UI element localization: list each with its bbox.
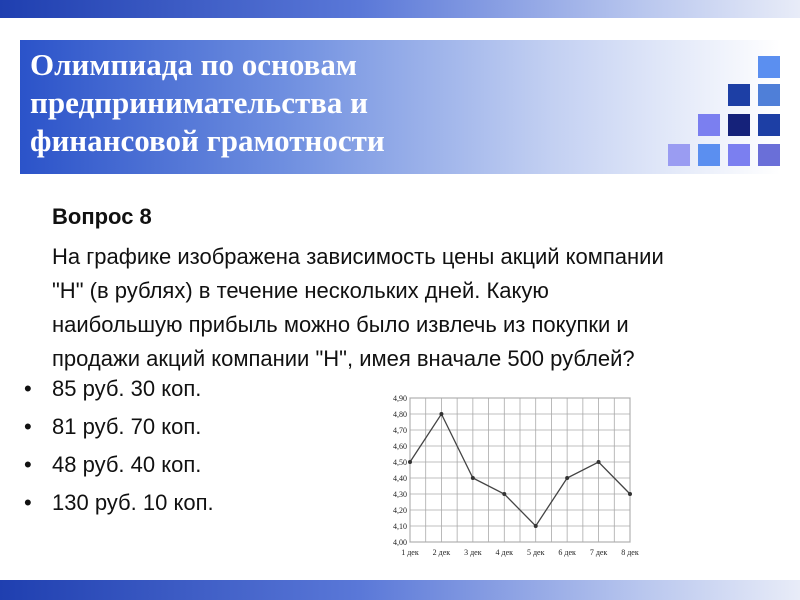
data-point [502,492,506,496]
data-point [565,476,569,480]
answer-label: 81 руб. 70 коп. [52,414,202,439]
y-tick-label: 4,60 [393,442,407,451]
y-tick-label: 4,20 [393,506,407,515]
question-line: На графике изображена зависимость цены акций компании [52,244,664,269]
answer-option[interactable] [24,376,214,414]
x-tick-label: 1 дек [401,548,419,557]
question-line: наибольшую прибыль можно было извлечь из покупки и [52,312,629,337]
data-point [534,524,538,528]
deco-square [728,84,750,106]
deco-square [758,84,780,106]
deco-square [728,144,750,166]
y-tick-label: 4,40 [393,474,407,483]
question-title: Вопрос 8 [52,204,152,229]
answer-option[interactable] [24,414,214,452]
bullet-marker: • [24,490,32,515]
y-tick-label: 4,50 [393,458,407,467]
answer-label: 48 руб. 40 коп. [52,452,202,477]
question-text [52,240,782,376]
bullet-marker: • [24,376,32,401]
deco-square [758,56,780,78]
x-tick-label: 3 дек [464,548,482,557]
x-tick-label: 8 дек [621,548,639,557]
price-chart [370,388,670,568]
data-point [597,460,601,464]
question-line: продажи акций компании "Н", имея вначале 500 рублей? [52,346,635,371]
deco-square [728,114,750,136]
x-tick-label: 4 дек [495,548,514,557]
y-tick-label: 4,00 [393,538,407,547]
y-tick-label: 4,80 [393,410,407,419]
data-point [471,476,475,480]
deco-square [668,144,690,166]
data-point [408,460,412,464]
slide-title-line: Олимпиада по основам [30,47,357,82]
y-tick-label: 4,30 [393,490,407,499]
bottom-decor-bar [0,580,800,600]
y-tick-label: 4,90 [393,394,407,403]
data-point [439,412,443,416]
answer-label: 130 руб. 10 коп. [52,490,214,515]
question-line: "Н" (в рублях) в течение нескольких дней. Какую [52,278,549,303]
answer-option[interactable] [24,490,214,528]
slide-title [30,46,450,160]
top-decor-bar [0,0,800,18]
bullet-marker: • [24,414,32,439]
slide-title-line: предпринимательства и [30,85,369,120]
answer-option[interactable] [24,452,214,490]
slide-title-line: финансовой грамотности [30,123,385,158]
x-tick-label: 5 дек [526,548,545,557]
deco-square [758,144,780,166]
bullet-marker: • [24,452,32,477]
x-tick-label: 2 дек [432,548,451,557]
answer-list [24,376,214,528]
x-tick-label: 6 дек [558,548,576,557]
y-tick-label: 4,70 [393,426,407,435]
y-tick-label: 4,10 [393,522,407,531]
deco-square [698,144,720,166]
deco-square [698,114,720,136]
x-tick-label: 7 дек [589,548,608,557]
answer-label: 85 руб. 30 коп. [52,376,202,401]
data-point [628,492,632,496]
deco-square [758,114,780,136]
